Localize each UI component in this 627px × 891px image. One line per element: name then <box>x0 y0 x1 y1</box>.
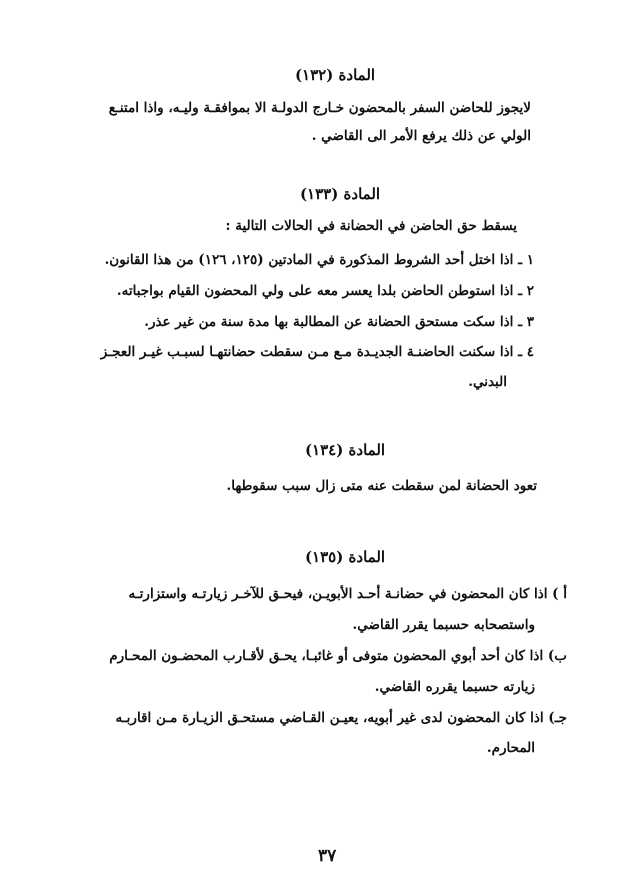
article-132-line-1: لايجوز للحاضن السفر بالمحضون خـارج الدولـة الا بموافقـة وليـه، واذا امتنـع <box>108 100 531 116</box>
article-135-line-3: ب) اذا كان أحد أبوي المحضون متوفى أو غائبـا، يحـق لأقـارب المحضـون المحـارم <box>109 648 567 664</box>
article-133-item-2: ٢ ـ اذا استوطن الحاضن بلدا يعسر معه على ولي المحضون القيام بواجباته. <box>116 283 534 299</box>
article-133-intro: يسقط حق الحاضن في الحضانة في الحالات التالية : <box>225 218 517 234</box>
article-132-heading: المادة (١٣٢) <box>294 66 376 84</box>
article-133-item-1: ١ ـ اذا اختل أحد الشروط المذكورة في المادتين (١٢٥، ١٢٦) من هذا القانون. <box>104 252 534 268</box>
article-132-line-2: الولي عن ذلك يرفع الأمر الى القاضي . <box>311 128 531 144</box>
article-134-heading: المادة (١٣٤) <box>304 441 386 459</box>
page-number: ٣٧ <box>318 846 337 866</box>
article-135-line-6: المحارم. <box>486 740 535 756</box>
article-135-line-2: واستصحابه حسبما يقرر القاضي. <box>352 617 535 633</box>
article-134-text: تعود الحضانة لمن سقطت عنه متى زال سبب سقوطها. <box>226 478 537 494</box>
article-135-line-5: جـ) اذا كان المحضون لدى غير أبويه، يعيـن القـاضي مستحـق الزيـارة مـن اقاربـه <box>115 710 567 726</box>
article-135-heading: المادة (١٣٥) <box>304 548 386 566</box>
article-133-item-4: ٤ ـ اذا سكنت الحاضنـة الجديـدة مـع مـن سقطت حضانتهـا لسبـب غيـر العجـز <box>100 344 534 360</box>
article-135-line-4: زيارته حسبما يقرره القاضي. <box>374 679 535 695</box>
article-135-line-1: أ ) اذا كان المحضون في حضانـة أحـد الأبويـن، فيحـق للآخـر زيارتـه واستزارتـه <box>128 586 567 602</box>
article-133-item-4-cont: البدني. <box>468 374 507 390</box>
article-133-item-3: ٣ ـ اذا سكت مستحق الحضانة عن المطالبة بها مدة سنة من غير عذر. <box>144 314 534 330</box>
article-133-heading: المادة (١٣٣) <box>299 185 381 203</box>
